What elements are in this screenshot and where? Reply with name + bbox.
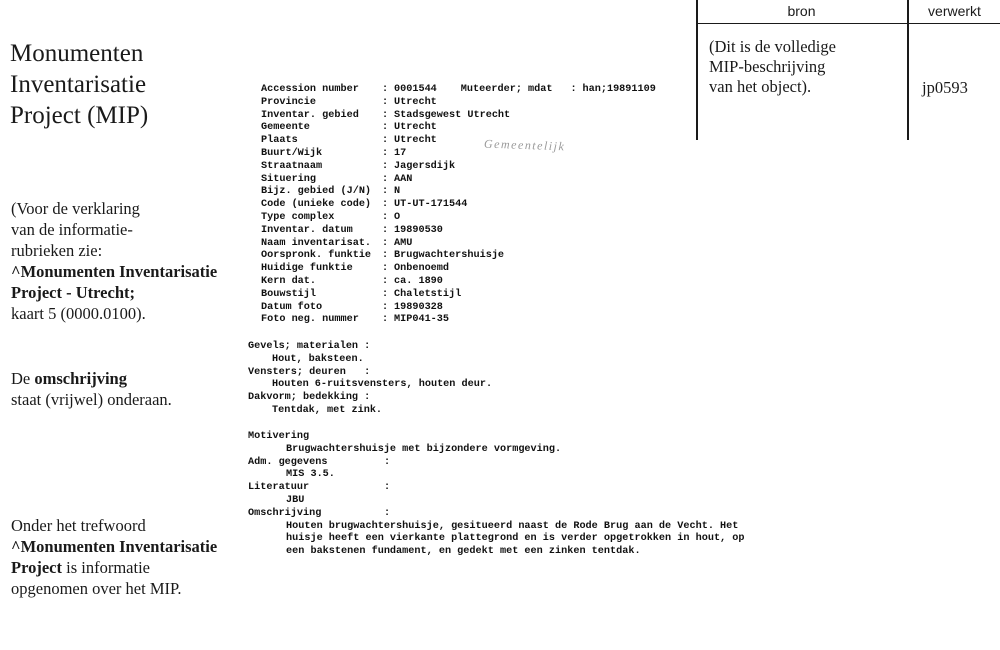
field-label: Bouwstijl (261, 288, 317, 300)
verwerkt-code: jp0593 (922, 78, 968, 97)
field-colon: : (382, 173, 389, 185)
field-colon: : (382, 147, 389, 159)
field-label: Inventar. datum (261, 224, 353, 236)
record-field-row (261, 174, 821, 187)
field-colon: : (382, 122, 389, 134)
note-line: staat (vrijwel) onderaan. (11, 390, 172, 409)
note-line (11, 368, 251, 389)
field-colon: : (382, 263, 389, 275)
field-label: Foto neg. nummer (261, 314, 359, 326)
motivation-section (248, 431, 808, 559)
field-value: Chaletstijl (394, 288, 462, 300)
field-colon: : (384, 507, 391, 519)
reference-note (11, 198, 251, 324)
field-colon: : (382, 237, 389, 249)
section-label: Vensters; deuren : (248, 366, 371, 378)
field-value: Onbenoemd (394, 263, 450, 275)
description-line: Houten brugwachtershuisje, gesitueerd naast de Rode Brug aan de Vecht. Het (286, 520, 739, 532)
keyword-note (11, 515, 251, 599)
section-row (248, 508, 808, 521)
materials-section (248, 341, 808, 418)
note-line: Onder het trefwoord (11, 516, 146, 535)
description-note (11, 368, 251, 410)
record-field-row (261, 250, 821, 263)
section-label: Literatuur (248, 482, 310, 494)
section-row (248, 482, 808, 495)
field-label: Muteerder; mdat (460, 84, 553, 95)
section-value: Tentdak, met zink. (272, 404, 383, 416)
field-value: AMU (394, 237, 413, 249)
field-colon: : (382, 135, 389, 147)
field-value: O (394, 211, 401, 223)
record-field-row (261, 199, 821, 212)
field-value: Utrecht (394, 122, 437, 134)
bron-line: MIP-beschrijving (709, 57, 826, 76)
field-value: MIP041-35 (394, 314, 450, 326)
field-label: Accession number (261, 84, 359, 95)
field-colon: : (382, 275, 389, 287)
field-value: Utrecht (394, 135, 437, 147)
field-label: Type complex (261, 211, 335, 223)
field-value: ca. 1890 (394, 275, 443, 287)
description-line: een bakstenen fundament, en gedekt met een zinken tentdak. (286, 546, 641, 558)
field-colon: : (384, 456, 391, 468)
record-card (261, 84, 821, 327)
section-label: Adm. gegevens (248, 456, 328, 468)
section-label: Gevels; materialen : (248, 341, 371, 352)
field-value: Brugwachtershuisje (394, 250, 505, 262)
field-value: 19890530 (394, 224, 443, 236)
record-field-row (261, 212, 821, 225)
reference-link[interactable]: Project - Utrecht; (11, 283, 135, 302)
record-field-row (261, 225, 821, 238)
note-line: (Voor de verklaring (11, 199, 140, 218)
field-colon: : (382, 250, 389, 262)
page-title (10, 38, 240, 131)
title-line: Project (MIP) (10, 102, 149, 129)
reference-link[interactable]: ^Monumenten Inventarisatie (11, 262, 218, 281)
field-colon: : (382, 288, 389, 300)
field-colon: : (382, 314, 389, 326)
title-line: Monumenten (10, 40, 144, 67)
bron-line: (Dit is de volledige (709, 37, 836, 56)
section-value: Houten 6-ruitsvensters, houten deur. (272, 379, 493, 391)
field-label: Buurt/Wijk (261, 147, 323, 159)
section-value: Brugwachtershuisje met bijzondere vormgeving. (286, 443, 562, 455)
field-value: N (394, 186, 401, 198)
title-line: Inventarisatie (10, 71, 147, 98)
record-field-row (261, 276, 821, 289)
field-label: Naam inventarisat. (261, 237, 372, 249)
field-label: Code (unieke code) (261, 199, 372, 211)
record-field-row (261, 314, 821, 327)
field-colon: : (382, 199, 389, 211)
field-colon: : (382, 186, 389, 198)
accession-value: 0001544 (394, 84, 437, 95)
description-line: huisje heeft een vierkante plattegrond en is verder opgetrokken in hout, op (286, 533, 745, 545)
keyword-link[interactable]: ^Monumenten Inventarisatie (11, 537, 218, 556)
bron-line: van het object). (709, 77, 812, 96)
field-label: Oorspronk. funktie (261, 250, 372, 262)
field-value: UT-UT-171544 (394, 199, 468, 211)
note-line: rubrieken zie: (11, 241, 103, 260)
field-value: 17 (394, 147, 407, 159)
note-line: opgenomen over het MIP. (11, 579, 182, 598)
note-line (11, 557, 251, 578)
field-label: Bijz. gebied (J/N) (261, 186, 372, 198)
record-field-row (261, 97, 821, 110)
record-field-row (261, 122, 821, 135)
field-colon: : (382, 211, 389, 223)
field-label: Provincie (261, 96, 317, 108)
field-colon: : (570, 84, 577, 95)
header-bron: bron (787, 3, 816, 19)
field-colon: : (382, 109, 389, 121)
section-value: Hout, baksteen. (272, 353, 364, 365)
field-label: Inventar. gebied (261, 109, 359, 121)
table-divider (696, 23, 1000, 24)
keyword-link[interactable]: Project (11, 558, 62, 577)
field-colon: : (382, 160, 389, 172)
record-field-row (261, 161, 821, 174)
note-text: is informatie (62, 558, 150, 577)
mut-value: han;19891109 (582, 84, 656, 95)
note-line: van de informatie- (11, 220, 133, 239)
field-list (261, 97, 821, 327)
record-field-row (261, 302, 821, 315)
note-line: kaart 5 (0000.0100). (11, 304, 146, 323)
field-label: Plaats (261, 135, 298, 147)
note-text: De (11, 369, 35, 388)
field-label: Straatnaam (261, 160, 323, 172)
record-field-row (261, 186, 821, 199)
field-colon: : (382, 84, 389, 95)
field-label: Gemeente (261, 122, 310, 134)
section-label: Omschrijving (248, 507, 322, 519)
record-field-row (261, 238, 821, 251)
section-row (248, 457, 808, 470)
field-colon: : (382, 96, 389, 108)
field-colon: : (384, 482, 391, 494)
record-field-row (261, 263, 821, 276)
section-value: JBU (286, 494, 305, 506)
accession-row (261, 84, 821, 97)
field-value: 19890328 (394, 301, 443, 313)
section-value: MIS 3.5. (286, 469, 335, 481)
field-label: Situering (261, 173, 317, 185)
table-divider (907, 0, 909, 140)
field-value: AAN (394, 173, 413, 185)
field-label: Huidige funktie (261, 263, 353, 275)
field-label: Kern dat. (261, 275, 317, 287)
record-field-row (261, 289, 821, 302)
header-verwerkt: verwerkt (928, 3, 981, 19)
field-colon: : (382, 224, 389, 236)
section-label: Motivering (248, 431, 310, 442)
record-field-row (261, 110, 821, 123)
field-colon: : (382, 301, 389, 313)
field-value: Stadsgewest Utrecht (394, 109, 511, 121)
note-bold-text: omschrijving (34, 369, 127, 388)
section-label: Dakvorm; bedekking : (248, 392, 371, 404)
handwritten-note: Gemeentelijk (483, 136, 566, 154)
field-label: Datum foto (261, 301, 323, 313)
field-value: Jagersdijk (394, 160, 456, 172)
field-value: Utrecht (394, 96, 437, 108)
